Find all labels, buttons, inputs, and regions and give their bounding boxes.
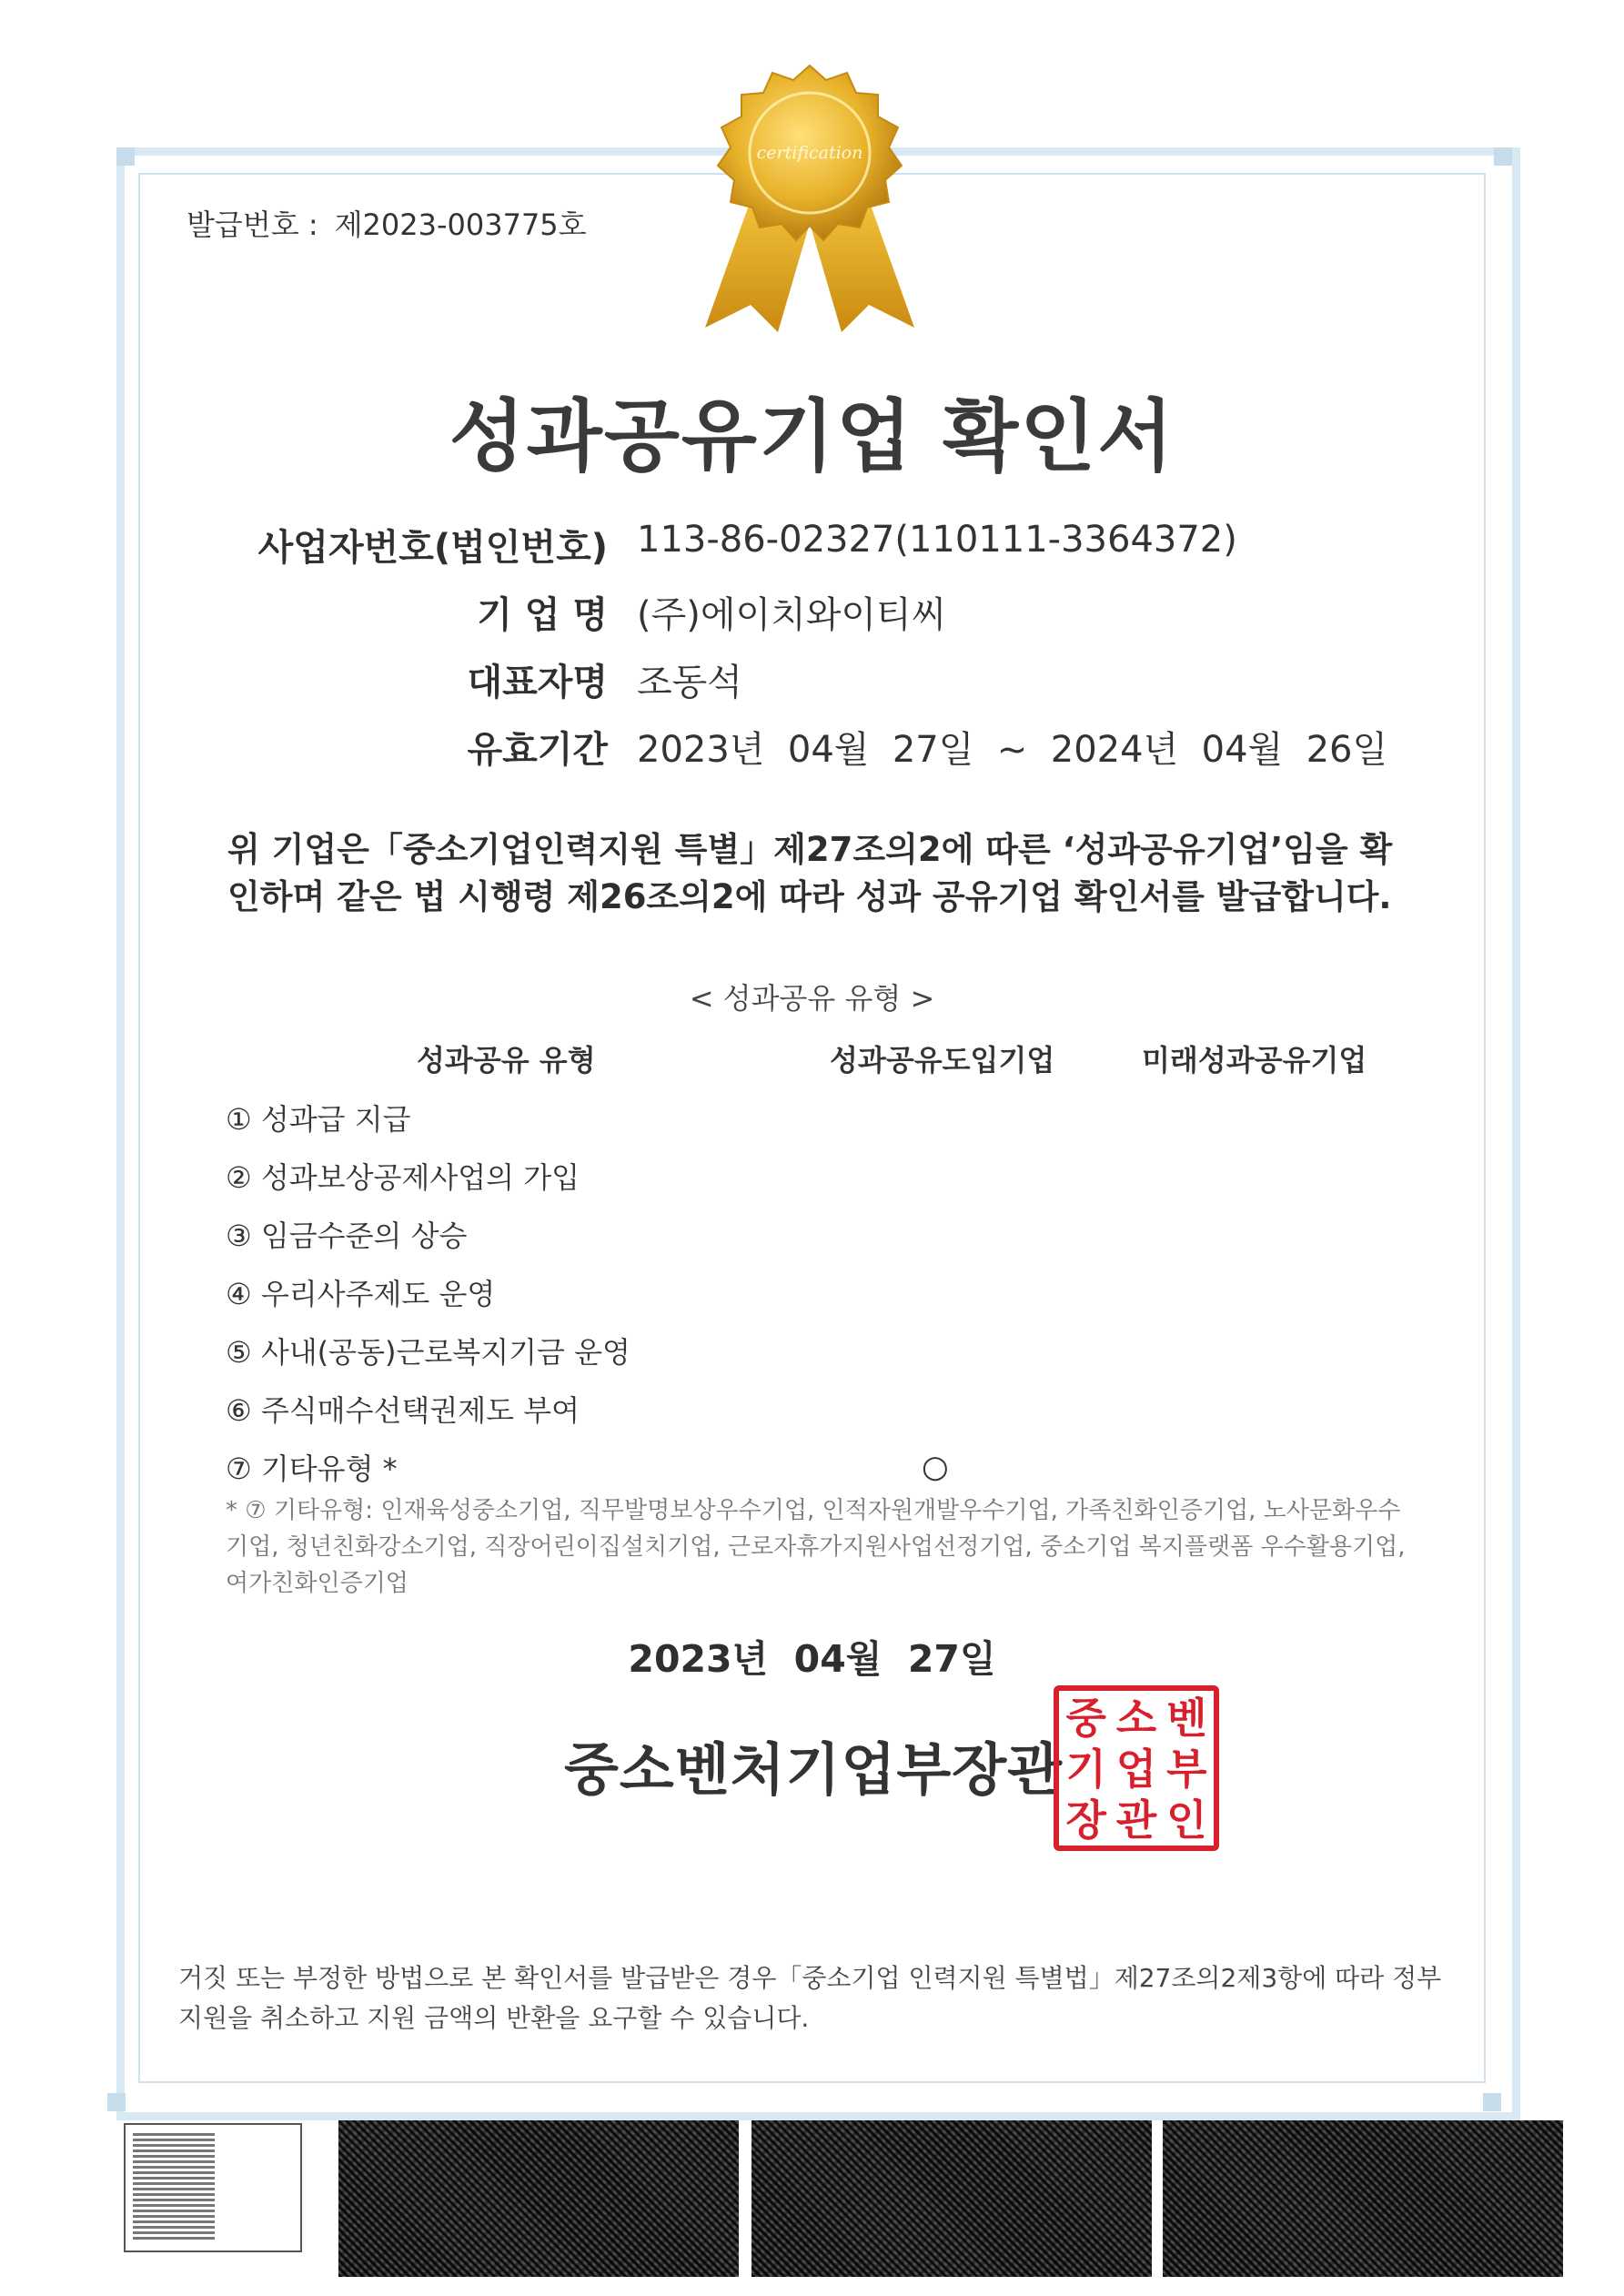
issuer-name: 중소벤처기업부장관 [564, 1736, 1064, 1803]
issue-number [187, 202, 603, 244]
seal-char: 업 [1115, 1745, 1157, 1794]
info-value: (주)에이치와이티씨 [637, 594, 947, 636]
small-barcode [124, 2123, 302, 2252]
seal-char: 중 [1065, 1694, 1106, 1743]
info-row-representative [0, 653, 1624, 708]
info-label: 대표자명 [467, 662, 608, 703]
info-row-company-name [0, 586, 1624, 641]
types-section-title: < 성과공유 유형 > [689, 981, 935, 1016]
frame-corner-br [1483, 2093, 1501, 2111]
info-label: 사업자번호(법인번호) [257, 527, 608, 569]
seal-char: 소 [1115, 1694, 1157, 1743]
type-item: ⑦ 기타유형 * [226, 1451, 398, 1486]
security-barcode-2 [751, 2120, 1152, 2277]
info-value: 2023년 04월 27일 ~ 2024년 04월 26일 [637, 729, 1388, 771]
seal-char-hidden [1183, 1691, 1195, 1709]
warning-notice: 거짓 또는 부정한 방법으로 본 확인서를 발급받은 경우「중소기업 인력지원 특별법」제27조의2제3항에 따라 정부지원을 취소하고 지원 금액의 반환을 요구할 수 있습니다. [178, 1963, 1442, 2033]
seal-char: 장 [1065, 1795, 1106, 1845]
type-item: ③ 임금수준의 상승 [226, 1219, 468, 1253]
document-title: 성과공유기업 확인서 [449, 391, 1175, 482]
security-barcode-3 [1163, 2120, 1563, 2277]
confirmation-statement: 위 기업은「중소기업인력지원 특별」제27조의2에 따른 ‘성과공유기업’임을 확인하며 같은 법 시행령 제26조의2에 따라 성과 공유기업 확인서를 발급합니다. [227, 830, 1393, 916]
certification-medal-icon [687, 64, 933, 337]
seal-char: 기 [1065, 1745, 1106, 1794]
info-label: 기 업 명 [477, 594, 608, 636]
info-row-validity [0, 721, 1624, 775]
types-header-introduced: 성과공유도입기업 [830, 1043, 1055, 1077]
info-value: 113-86-02327(110111-3364372) [637, 519, 1237, 561]
info-row-business-number [0, 519, 1624, 573]
info-label: 유효기간 [467, 729, 608, 771]
seal-char: 관 [1115, 1795, 1157, 1845]
type-item: ④ 우리사주제도 운영 [226, 1277, 496, 1311]
info-value: 조동석 [637, 662, 742, 703]
types-header-future: 미래성과공유기업 [1142, 1043, 1367, 1077]
frame-corner-tr [1494, 147, 1512, 166]
type-item: ⑤ 사내(공동)근로복지기금 운영 [226, 1335, 630, 1370]
type-item: ① 성과급 지급 [226, 1102, 411, 1137]
seal-char: 부 [1166, 1745, 1207, 1794]
issue-number-label: 발급번호 : [187, 207, 318, 242]
issue-date: 2023년 04월 27일 [628, 1637, 996, 1681]
types-header-type: 성과공유 유형 [417, 1043, 596, 1077]
type-item: ② 성과보상공제사업의 가입 [226, 1160, 580, 1195]
seal-char: 벤 [1166, 1694, 1207, 1743]
other-types-note: * ⑦ 기타유형: 인재육성중소기업, 직무발명보상우수기업, 인적자원개발우수기업, 가족친화인증기업, 노사문화우수기업, 청년친화강소기업, 직장어린이집설치기업, 근로자휴가지원사업선정기업, 중소기업 복지플랫폼 우수활용기업, 여가친화인증기업 [226, 1497, 1406, 1597]
issue-number-value: 제2023-003775호 [334, 207, 587, 242]
frame-corner-bl [107, 2093, 126, 2111]
seal-char: 인 [1166, 1795, 1207, 1845]
frame-corner-tl [116, 147, 135, 166]
official-seal [1054, 1685, 1219, 1851]
type-item: ⑥ 주식매수선택권제도 부여 [226, 1393, 580, 1428]
security-barcode-1 [338, 2120, 739, 2277]
medal-text: certification [756, 143, 863, 163]
type-7-check-mark: ○ [922, 1449, 949, 1485]
